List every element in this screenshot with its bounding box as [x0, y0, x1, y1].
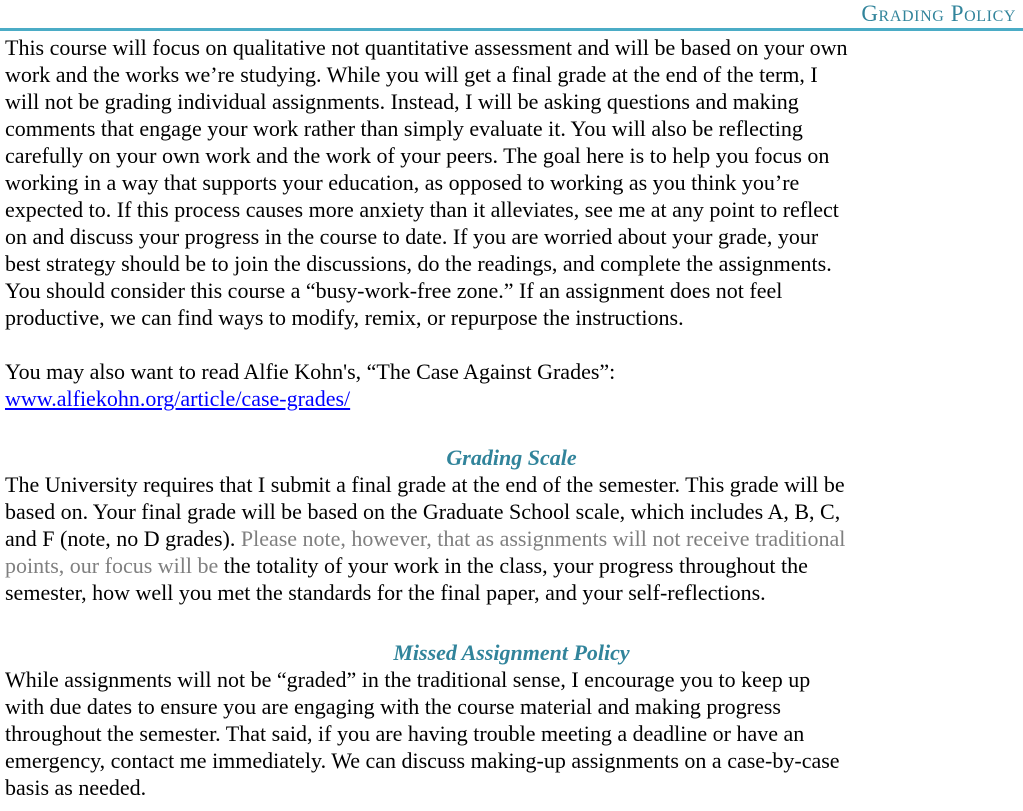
text-line: [5, 250, 1017, 277]
grading-scale-section: [0, 444, 1023, 606]
text-line: [5, 552, 1017, 579]
text-line: [5, 471, 1017, 498]
text-line: [5, 88, 1017, 115]
text-line: [5, 223, 1017, 250]
text-run: productive, we can find ways to modify, remix, or repurpose the instructions.: [5, 305, 684, 330]
spacer: [0, 331, 1023, 358]
text-run: work and the works we’re studying. While you will get a final grade at the end of the term, I: [5, 62, 818, 87]
text-line: [5, 774, 1017, 801]
text-run: best strategy should be to join the discussions, do the readings, and complete the assignments.: [5, 251, 832, 276]
text-run: semester, how well you met the standards for the final paper, and your self-reflections.: [5, 580, 766, 605]
text-run: This course will focus on qualitative not quantitative assessment and will be based on your own: [5, 35, 848, 60]
text-run: basis as needed.: [5, 775, 147, 800]
header-rule: [0, 28, 1023, 31]
text-line: [5, 61, 1017, 88]
text-line: [5, 142, 1017, 169]
text-line: [5, 304, 1017, 331]
text-line: [5, 579, 1017, 606]
text-run: carefully on your own work and the work of your peers. The goal here is to help you focus on: [5, 143, 830, 168]
text-run: the totality of your work in the class, your progress throughout the: [223, 553, 808, 578]
grading-scale-heading: Grading Scale: [446, 445, 577, 470]
text-line: [5, 747, 1017, 774]
spacer: [0, 606, 1023, 639]
intro-paragraph: [0, 34, 1023, 331]
text-line: [5, 525, 1017, 552]
kohn-note-text: You may also want to read Alfie Kohn's, “The Case Against Grades”:: [5, 359, 616, 384]
text-run: will not be grading individual assignments. Instead, I will be asking questions and making: [5, 89, 799, 114]
spacer: [0, 412, 1023, 444]
text-line: [5, 277, 1017, 304]
kohn-note: [0, 358, 1023, 412]
gray-text-run: points, our focus will be: [5, 553, 224, 578]
text-run: on and discuss your progress in the course to date. If you are worried about your grade, your: [5, 224, 819, 249]
page-title: Grading Policy: [861, 1, 1016, 26]
text-line: [5, 498, 1017, 525]
grading-policy-header: [0, 0, 1023, 26]
text-run: comments that engage your work rather than simply evaluate it. You will also be reflecting: [5, 116, 803, 141]
text-line: [5, 720, 1017, 747]
missed-assignment-policy-heading: Missed Assignment Policy: [393, 640, 630, 665]
text-run: While assignments will not be “graded” in the traditional sense, I encourage you to keep up: [5, 667, 811, 692]
text-line: [5, 115, 1017, 142]
gray-text-run: Please note, however, that as assignments will not receive traditional: [240, 526, 846, 551]
text-line: [5, 34, 1017, 61]
text-line: [5, 169, 1017, 196]
missed-assignment-section: [0, 639, 1023, 801]
text-run: and F (note, no D grades).: [5, 526, 241, 551]
text-run: based on. Your final grade will be based on the Graduate School scale, which includes A, B, C,: [5, 499, 841, 524]
grading-scale-paragraph: [0, 471, 1023, 606]
text-run: throughout the semester. That said, if you are having trouble meeting a deadline or have an: [5, 721, 805, 746]
text-run: with due dates to ensure you are engaging with the course material and making progress: [5, 694, 781, 719]
text-line: [5, 693, 1017, 720]
kohn-link-line: [5, 385, 1017, 412]
case-against-grades-link[interactable]: www.alfiekohn.org/article/case-grades/: [5, 386, 351, 411]
text-run: working in a way that supports your education, as opposed to working as you think you’re: [5, 170, 800, 195]
text-run: You should consider this course a “busy-work-free zone.” If an assignment does not feel: [5, 278, 783, 303]
text-line: [5, 666, 1017, 693]
text-run: emergency, contact me immediately. We can discuss making-up assignments on a case-by-case: [5, 748, 840, 773]
text-run: The University requires that I submit a final grade at the end of the semester. This grade will be: [5, 472, 845, 497]
text-run: expected to. If this process causes more anxiety than it alleviates, see me at any point to reflect: [5, 197, 839, 222]
text-line: [5, 196, 1017, 223]
missed-assignment-paragraph: [0, 666, 1023, 801]
